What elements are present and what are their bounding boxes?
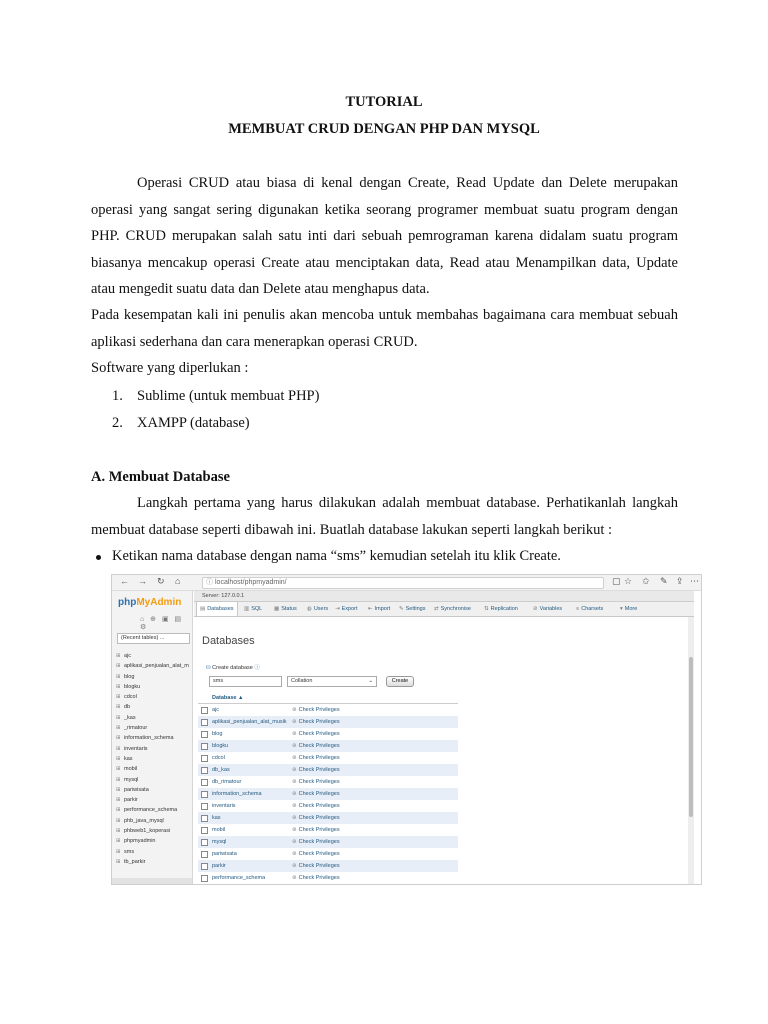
chevron-down-icon: ⌄ [368,678,373,684]
row-checkbox[interactable] [201,803,208,810]
check-privileges-link[interactable]: ⊛ Check Privileges [292,731,340,737]
table-row [198,764,458,776]
table-row [198,776,458,788]
expand-icon[interactable]: ⊞ [116,838,121,845]
database-link[interactable]: information_schema [212,791,262,797]
expand-icon[interactable]: ⊞ [116,704,121,711]
main-scrollbar[interactable] [688,617,694,884]
row-checkbox[interactable] [201,815,208,822]
sidebar-db-item[interactable]: ⊞ blog [116,672,190,682]
database-link[interactable]: blog [212,731,223,737]
bullet-text: Ketikan nama database dengan nama “sms” kemudian setelah itu klik Create. [112,548,561,564]
table-row [198,716,458,728]
table-row [198,788,458,800]
row-checkbox[interactable] [201,731,208,738]
row-checkbox[interactable] [201,875,208,882]
expand-icon[interactable]: ⊞ [116,725,121,732]
row-checkbox[interactable] [201,767,208,774]
expand-icon[interactable]: ⊞ [116,755,121,762]
phpmyadmin-screenshot [111,574,702,885]
forward-icon: → [138,576,147,586]
tab-export[interactable]: ⇥ Export [335,606,358,612]
sidebar-db-item[interactable]: ⊞ cdcol [116,692,190,702]
expand-icon[interactable]: ⊞ [116,797,121,804]
database-link[interactable]: blogku [212,743,229,749]
database-link[interactable]: parkir [212,863,226,869]
tab-sql[interactable]: ▥ SQL [244,606,263,612]
tab-variables[interactable]: ⊘ Variables [533,606,563,612]
list-number: 1. [112,388,123,404]
tab-synchronise[interactable]: ⇄ Synchronise [434,606,471,612]
sidebar-scrollbar[interactable] [112,878,192,884]
row-checkbox[interactable] [201,743,208,750]
sidebar-db-item[interactable]: ⊞ _kas [116,713,190,723]
sidebar-db-item[interactable]: ⊞ phpmyadmin [116,836,190,846]
table-row [198,860,458,872]
check-privileges-link[interactable]: ⊛ Check Privileges [292,863,340,869]
pma-menu-bar [194,602,694,617]
tab-icon: ≡ [576,606,580,612]
list-text: Sublime (untuk membuat PHP) [137,388,320,404]
table-row [198,848,458,860]
row-checkbox[interactable] [201,839,208,846]
privileges-icon: ⊛ [292,791,297,797]
check-privileges-link[interactable]: ⊛ Check Privileges [292,827,340,833]
expand-icon[interactable]: ⊞ [116,694,121,701]
tab-replication[interactable]: ⇅ Replication [484,606,518,612]
table-row [198,836,458,848]
share-icon: ⇪ [676,576,684,586]
sidebar-db-item[interactable]: ⊞ inventaris [116,744,190,754]
expand-icon[interactable]: ⊞ [116,848,121,855]
privileges-icon: ⊛ [292,719,297,725]
sidebar-db-item[interactable]: ⊞ phbweb1_koperasi [116,826,190,836]
database-link[interactable]: inventaris [212,803,236,809]
tab-import[interactable]: ⇤ Import [368,606,391,612]
tab-icon: ◍ [307,606,312,612]
sidebar-db-item[interactable]: ⊞ tb_parkir [116,857,190,867]
row-checkbox[interactable] [201,827,208,834]
help-icon: ⓘ [254,665,260,671]
tab-icon: ▾ [620,606,623,612]
sidebar-db-item[interactable]: ⊞ pariwisata [116,785,190,795]
sidebar-db-item[interactable]: ⊞ ajc [116,651,190,661]
expand-icon[interactable]: ⊞ [116,745,121,752]
database-link[interactable]: aplikasi_penjualan_alat_musik [212,719,287,725]
row-checkbox[interactable] [201,791,208,798]
expand-icon[interactable]: ⊞ [116,663,121,670]
document-title: TUTORIAL [345,94,423,110]
databases-heading: Databases [202,635,255,647]
refresh-icon: ↻ [157,576,165,586]
privileges-icon: ⊛ [292,743,297,749]
expand-icon[interactable]: ⊞ [116,776,121,783]
check-privileges-link[interactable]: ⊛ Check Privileges [292,815,340,821]
tab-databases[interactable]: ▤ Databases [196,601,238,616]
privileges-icon: ⊛ [292,803,297,809]
tab-icon: ⊘ [533,606,538,612]
expand-icon[interactable]: ⊞ [116,858,121,865]
table-row [198,824,458,836]
check-privileges-link[interactable]: ⊛ Check Privileges [292,791,340,797]
expand-icon[interactable]: ⊞ [116,683,121,690]
reader-icon: ▢ [612,576,621,586]
pma-sidebar [112,591,193,884]
check-privileges-link[interactable]: ⊛ Check Privileges [292,743,340,749]
sidebar-db-item[interactable]: ⊞ performance_schema [116,805,190,815]
expand-icon[interactable]: ⊞ [116,714,121,721]
database-link[interactable]: mobil [212,827,226,833]
table-row [198,728,458,740]
privileges-icon: ⊛ [292,827,297,833]
check-privileges-link[interactable]: ⊛ Check Privileges [292,707,340,713]
sidebar-db-item[interactable]: ⊞ db [116,702,190,712]
table-row [198,872,458,884]
privileges-icon: ⊛ [292,851,297,857]
pen-icon: ✎ [660,576,668,586]
section-a-heading: A. Membuat Database [91,469,230,485]
sidebar-db-item[interactable]: ⊞ mobil [116,764,190,774]
paragraph-2: Pada kesempatan kali ini penulis akan mencoba untuk membahas bagaimana cara membuat sebuah aplikasi sederhana dan cara menerapkan operasi CRUD. [91,307,678,350]
privileges-icon: ⊛ [292,707,297,713]
privileges-icon: ⊛ [292,815,297,821]
row-checkbox[interactable] [201,707,208,714]
privileges-icon: ⊛ [292,767,297,773]
database-link[interactable]: cdcol [212,755,225,761]
tab-icon: ▤ [200,606,206,612]
database-link[interactable]: ajc [212,707,220,713]
privileges-icon: ⊛ [292,875,297,881]
back-icon: ← [120,576,129,586]
info-icon: ⓘ [206,579,213,586]
row-checkbox[interactable] [201,851,208,858]
tab-charsets[interactable]: ≡ Charsets [576,606,604,612]
privileges-icon: ⊛ [292,839,297,845]
database-link[interactable]: mysql [212,839,227,845]
database-link[interactable]: kas [212,815,221,821]
privileges-icon: ⊛ [292,731,297,737]
table-header[interactable]: Database ▲ [198,694,458,704]
sidebar-db-item[interactable]: ⊞ _rimatour [116,723,190,733]
expand-icon[interactable]: ⊞ [116,786,121,793]
sidebar-db-item[interactable]: ⊞ aplikasi_penjualan_alat_m [116,661,190,671]
url-text: localhost/phpmyadmin/ [215,579,287,586]
expand-icon[interactable]: ⊞ [116,817,121,824]
tab-icon: ⇄ [434,606,439,612]
privileges-icon: ⊛ [292,755,297,761]
home-icon: ⌂ [175,576,181,586]
tab-settings[interactable]: ✎ Settings [399,606,426,612]
phpmyadmin-logo: phpMyAdmin [118,597,182,608]
tab-icon: ⇤ [368,606,373,612]
expand-icon[interactable]: ⊞ [116,766,121,773]
address-bar[interactable] [202,577,604,589]
table-row [198,704,458,716]
server-label: Server: 127.0.0.1 [202,593,245,599]
tab-icon: ▦ [274,606,280,612]
database-link[interactable]: db_rimatour [212,779,242,785]
sidebar-db-item[interactable]: ⊞ parkir [116,795,190,805]
tab-more[interactable]: ▾ More [620,606,638,612]
check-privileges-link[interactable]: ⊛ Check Privileges [292,779,340,785]
table-row [198,740,458,752]
tab-icon: ✎ [399,606,404,612]
software-label: Software yang diperlukan : [91,360,249,376]
expand-icon[interactable]: ⊞ [116,653,121,659]
row-checkbox[interactable] [201,719,208,726]
sidebar-db-item[interactable]: ⊞ sms [116,847,190,857]
more-icon: ⋯ [690,576,699,586]
favorites-bar-icon: ✩ [642,576,650,586]
database-name-input[interactable]: sms [209,676,282,687]
check-privileges-link[interactable]: ⊛ Check Privileges [292,851,340,857]
table-row [198,752,458,764]
section-a-paragraph: Langkah pertama yang harus dilakukan adalah membuat database. Perhatikanlah langkah membuat database seperti dibawah ini. Buatlah database lakukan seperti langkah berikut : [91,495,678,538]
expand-icon[interactable]: ⊞ [116,828,121,835]
bullet-icon [96,555,101,560]
check-privileges-link[interactable]: ⊛ Check Privileges [292,875,340,881]
row-checkbox[interactable] [201,779,208,786]
row-checkbox[interactable] [201,863,208,870]
scrollbar-thumb[interactable] [689,657,693,817]
sidebar-db-item[interactable]: ⊞ kas [116,754,190,764]
list-number: 2. [112,415,123,431]
check-privileges-link[interactable]: ⊛ Check Privileges [292,755,340,761]
check-privileges-link[interactable]: ⊛ Check Privileges [292,719,340,725]
check-privileges-link[interactable]: ⊛ Check Privileges [292,803,340,809]
table-row [198,800,458,812]
row-checkbox[interactable] [201,755,208,762]
privileges-icon: ⊛ [292,779,297,785]
pma-main [194,591,694,884]
check-privileges-link[interactable]: ⊛ Check Privileges [292,839,340,845]
expand-icon[interactable]: ⊞ [116,673,121,680]
create-database-label: ⛁ Create database ⓘ [206,665,260,671]
sidebar-db-item[interactable]: ⊞ information_schema [116,733,190,743]
expand-icon[interactable]: ⊞ [116,807,121,814]
database-table [198,694,458,884]
create-button[interactable]: Create [386,676,414,687]
expand-icon[interactable]: ⊞ [116,735,121,742]
sidebar-db-item[interactable]: ⊞ blogku [116,682,190,692]
document-subtitle: MEMBUAT CRUD DENGAN PHP DAN MYSQL [228,121,540,137]
sidebar-db-item[interactable]: ⊞ phb_java_mysql [116,816,190,826]
privileges-icon: ⊛ [292,863,297,869]
database-link[interactable]: db_kas [212,767,230,773]
tab-icon: ⇅ [484,606,489,612]
recent-tables-select[interactable]: (Recent tables) ... [117,633,190,644]
tab-icon: ⇥ [335,606,340,612]
database-icon: ⛁ [206,665,211,671]
list-text: XAMPP (database) [137,415,250,431]
check-privileges-link[interactable]: ⊛ Check Privileges [292,767,340,773]
browser-toolbar [112,575,701,591]
server-breadcrumb [194,591,694,602]
tab-users[interactable]: ◍ Users [307,606,329,612]
database-link[interactable]: pariwisata [212,851,237,857]
sidebar-icons: ⌂ ⊕ ▣ ▤ ⚙ [140,616,184,631]
tab-icon: ▥ [244,606,250,612]
intro-paragraph: Operasi CRUD atau biasa di kenal dengan Create, Read Update dan Delete merupakan operasi yang sangat sering digunakan ketika seorang programer membuat suatu program dengan PHP. CRUD merupakan salah satu inti dari sebuah pemrograman karena didalam suatu program biasanya mencakup operasi Create atau menciptakan data, Read atau Menampilkan data, Update atau mengedit suatu data dan Delete atau menghapus data. [91,175,678,297]
sidebar-db-list [116,651,190,867]
favorite-icon: ☆ [624,576,633,586]
collation-select[interactable]: Collation ⌄ [287,676,377,687]
database-link[interactable]: performance_schema [212,875,266,881]
table-row [198,812,458,824]
tab-status[interactable]: ▦ Status [274,606,297,612]
sidebar-db-item[interactable]: ⊞ mysql [116,775,190,785]
